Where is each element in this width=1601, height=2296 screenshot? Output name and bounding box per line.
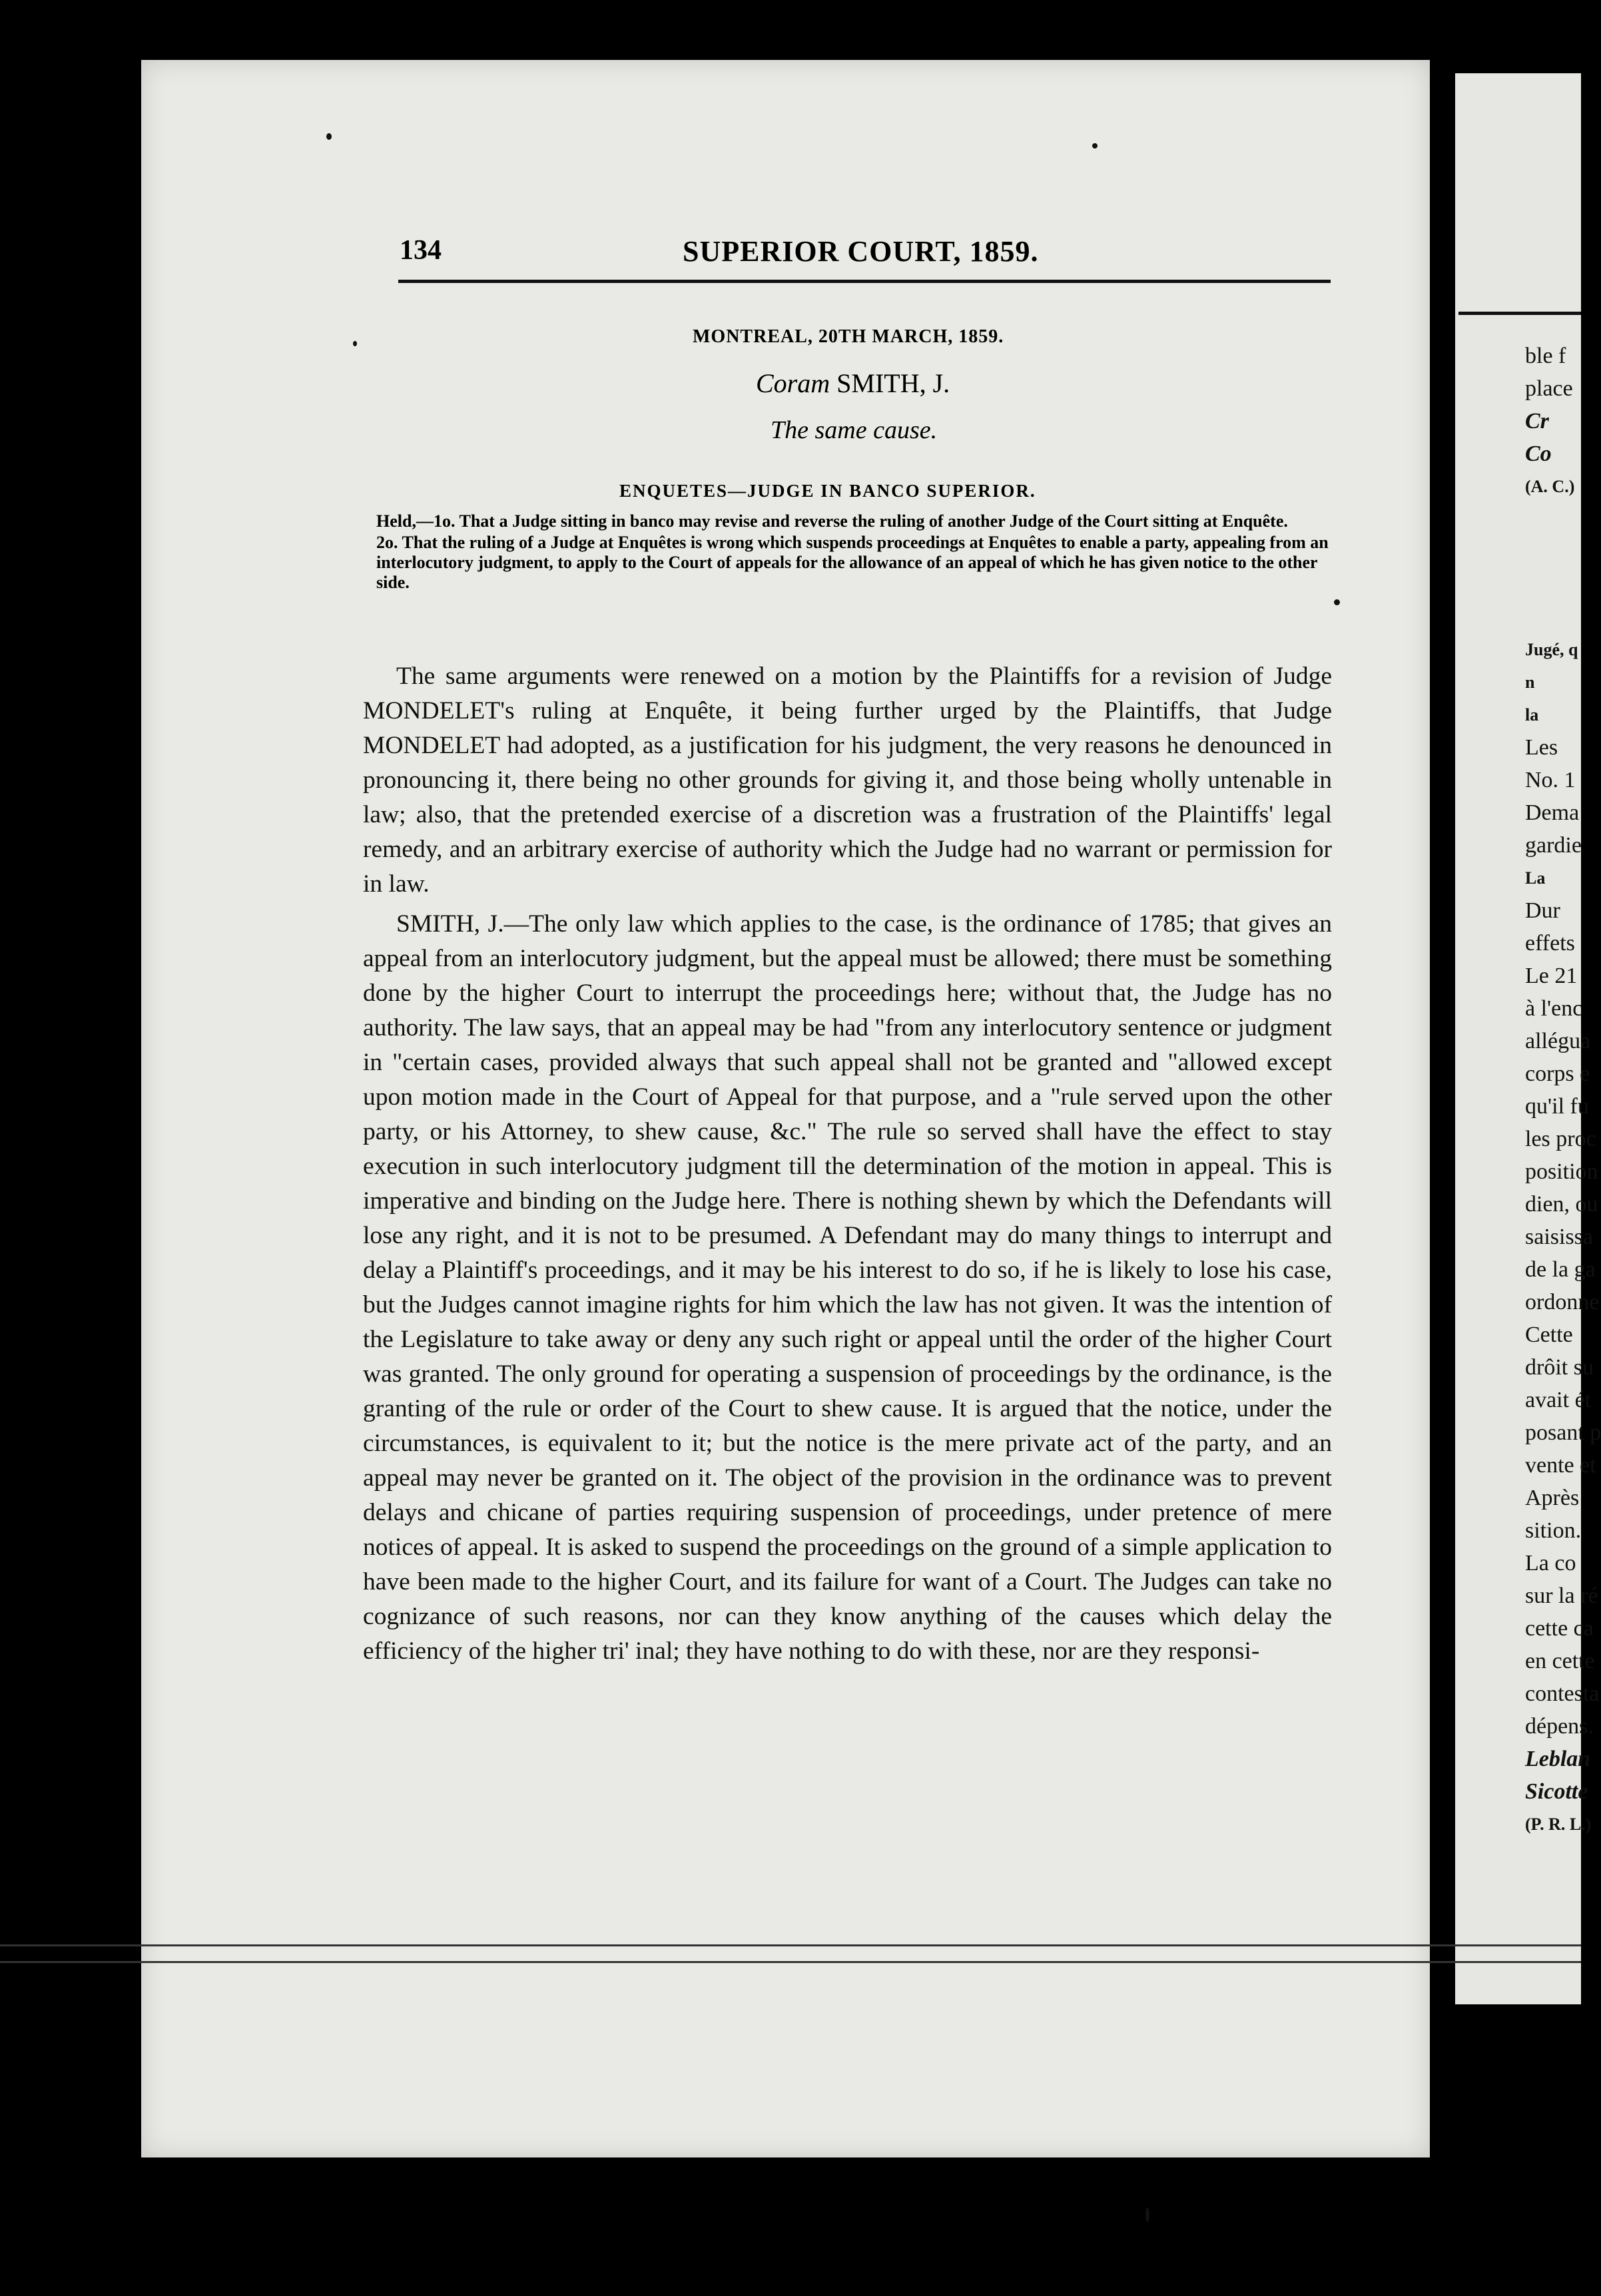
adjacent-line: avait ét [1525, 1388, 1592, 1412]
coram-label: Coram [756, 368, 830, 398]
adjacent-line: posant p [1525, 1420, 1601, 1445]
paragraph: SMITH, J.—The only law which applies to the case, is the ordinance of 1785; that gives an appeal from an interlocutory judgment, but the appeal must be allowed; there must be something done by the higher Court to interrupt the proceedings here; without that, the Judge has no authority. The law says, that an appeal may be had "from any interlocutory sentence or judgment in "certain cases, provided always that such appeal shall not be granted and "allowed except upon motion made in the Court of Appeal for that purpose, and a "rule served upon the other party, or his Attorney, to shew cause, &c." The rule so served shall have the effect to stay execution in such interlocutory judgment till the determination of the motion in appeal. This is imperative and binding on the Judge here. There is nothing shewn by which the Defendants will lose any right, and it is not to be presumed. A Defendant may do many things to interrupt and delay a Plaintiff's proceedings, and it may be his interest to do so, if he is likely to lose his case, but the Judges cannot imagine rights for him which the law has not given. It was the intention of the Legislature to take away or deny any such right or appeal until the order of the higher Court was granted. The only ground for operating a suspension of proceedings by the ordinance, is the granting of the rule or order of the Court to shew cause. It is argued that the notice, under the circumstances, is equivalent to it; but the notice is the mere private act of the party, and an appeal may never be granted on it. The object of the provision in the ordinance was to prevent delays and chicane of parties requiring suspension of proceedings, under pretence of mere notices of appeal. It is asked to suspend the proceedings on the ground of a simple application to have been made to the higher Court, and its failure for want of a Court. The Judges can take no cognizance of such reasons, nor can they know anything of the causes which delay the efficiency of the higher tri' inal; they have nothing to do with these, nor are they responsi- [363, 910, 1332, 1665]
microfilm-line [0, 1961, 1581, 1963]
dateline: MONTREAL, 20TH MARCH, 1859. [693, 326, 1004, 347]
adjacent-line: la [1525, 705, 1539, 724]
adjacent-line: vente et [1525, 1453, 1596, 1478]
headnote-item: Held,—1o. That a Judge sitting in banco may revise and reverse the ruling of another Judge of the Court sitting at Enquête. [376, 511, 1288, 531]
adjacent-line: No. 1 [1525, 768, 1576, 792]
adjacent-line: drôit su [1525, 1355, 1594, 1380]
adjacent-line: Leblan [1525, 1747, 1591, 1771]
adjacent-line: cette ca [1525, 1616, 1594, 1641]
scan-speck [1334, 599, 1340, 605]
page-number: 134 [400, 235, 442, 266]
adjacent-line: les proc [1525, 1127, 1596, 1151]
adjacent-line: Après [1525, 1486, 1580, 1510]
adjacent-line: La co [1525, 1551, 1576, 1576]
header-rule [398, 280, 1331, 283]
adjacent-line [1525, 503, 1581, 535]
adjacent-line: contesta [1525, 1681, 1600, 1706]
adjacent-line: Jugé, q [1525, 640, 1578, 659]
adjacent-line: Co [1525, 441, 1552, 466]
adjacent-line: Les [1525, 735, 1558, 760]
adjacent-line: sur la ré [1525, 1583, 1598, 1608]
adjacent-line [1525, 601, 1581, 633]
adjacent-line: Le 21 [1525, 964, 1578, 988]
coram-judge: SMITH, J. [836, 368, 950, 398]
adjacent-line: ble f [1525, 344, 1566, 368]
adjacent-header-rule [1458, 312, 1581, 315]
paragraph: The same arguments were renewed on a motion by the Plaintiffs for a revision of Judge MONDELET's ruling at Enquête, it being further urged by the Plaintiffs, that Judge MONDELET had adopted, as a justification for his judgment, the very reasons he denounced in pronouncing it, there being no other grounds for giving it, and those being wholly untenable in law; also, that the pretended exercise of a discretion was a frustration of the Plaintiffs' legal remedy, and an arbitrary exercise of authority which the Judge had no warrant or permission for in law. [363, 663, 1332, 898]
scan-speck [1092, 143, 1098, 148]
adjacent-line: saisissa [1525, 1225, 1593, 1249]
running-title: SUPERIOR COURT, 1859. [683, 235, 1039, 268]
headnote-item: 2o. That the ruling of a Judge at Enquêtes is wrong which suspends proceedings at Enquêtes to enable a party, appealing from an interlocutory judgment, to apply to the Court of appeals for the allowance of an appeal of which he has given notice to the other side. [376, 533, 1329, 592]
adjacent-line: allégua [1525, 1029, 1591, 1053]
adjacent-line: Dema [1525, 800, 1580, 825]
scan-speck [326, 133, 332, 140]
adjacent-line: sition. [1525, 1518, 1582, 1543]
adjacent-line: Sicotte [1525, 1779, 1588, 1804]
scan-speck [353, 341, 357, 346]
case-title: The same cause. [771, 416, 938, 444]
adjacent-line: en cette [1525, 1649, 1595, 1673]
adjacent-line: Dur [1525, 898, 1560, 923]
adjacent-line: place [1525, 376, 1573, 401]
adjacent-line: La [1525, 868, 1546, 888]
adjacent-line: dépens. [1525, 1714, 1594, 1739]
page-header [400, 234, 1332, 281]
adjacent-page-text [1525, 340, 1601, 1841]
adjacent-line: corps e [1525, 1061, 1590, 1086]
scan-speck [1145, 2207, 1149, 2222]
body-text [363, 659, 1332, 1674]
adjacent-line: gardie [1525, 833, 1582, 858]
adjacent-line: ordonne [1525, 1290, 1600, 1314]
adjacent-line: (A. C.) [1525, 477, 1575, 496]
adjacent-line: à l'enc [1525, 996, 1583, 1021]
adjacent-line: Cr [1525, 409, 1549, 433]
adjacent-line: qu'il fu [1525, 1094, 1589, 1119]
adjacent-line [1525, 568, 1581, 601]
coram-line [756, 368, 950, 399]
adjacent-line: de la ga [1525, 1257, 1596, 1282]
adjacent-line: (P. R. L.) [1525, 1815, 1592, 1834]
adjacent-line: position [1525, 1159, 1598, 1184]
adjacent-line [1525, 535, 1581, 568]
headnote [376, 511, 1339, 593]
microfilm-line [0, 1944, 1581, 1946]
section-heading: ENQUETES—JUDGE IN BANCO SUPERIOR. [619, 481, 1036, 501]
adjacent-line: Cette [1525, 1322, 1573, 1347]
adjacent-line: effets [1525, 931, 1575, 956]
adjacent-line: n [1525, 673, 1535, 692]
adjacent-line: dien, ou [1525, 1192, 1598, 1217]
